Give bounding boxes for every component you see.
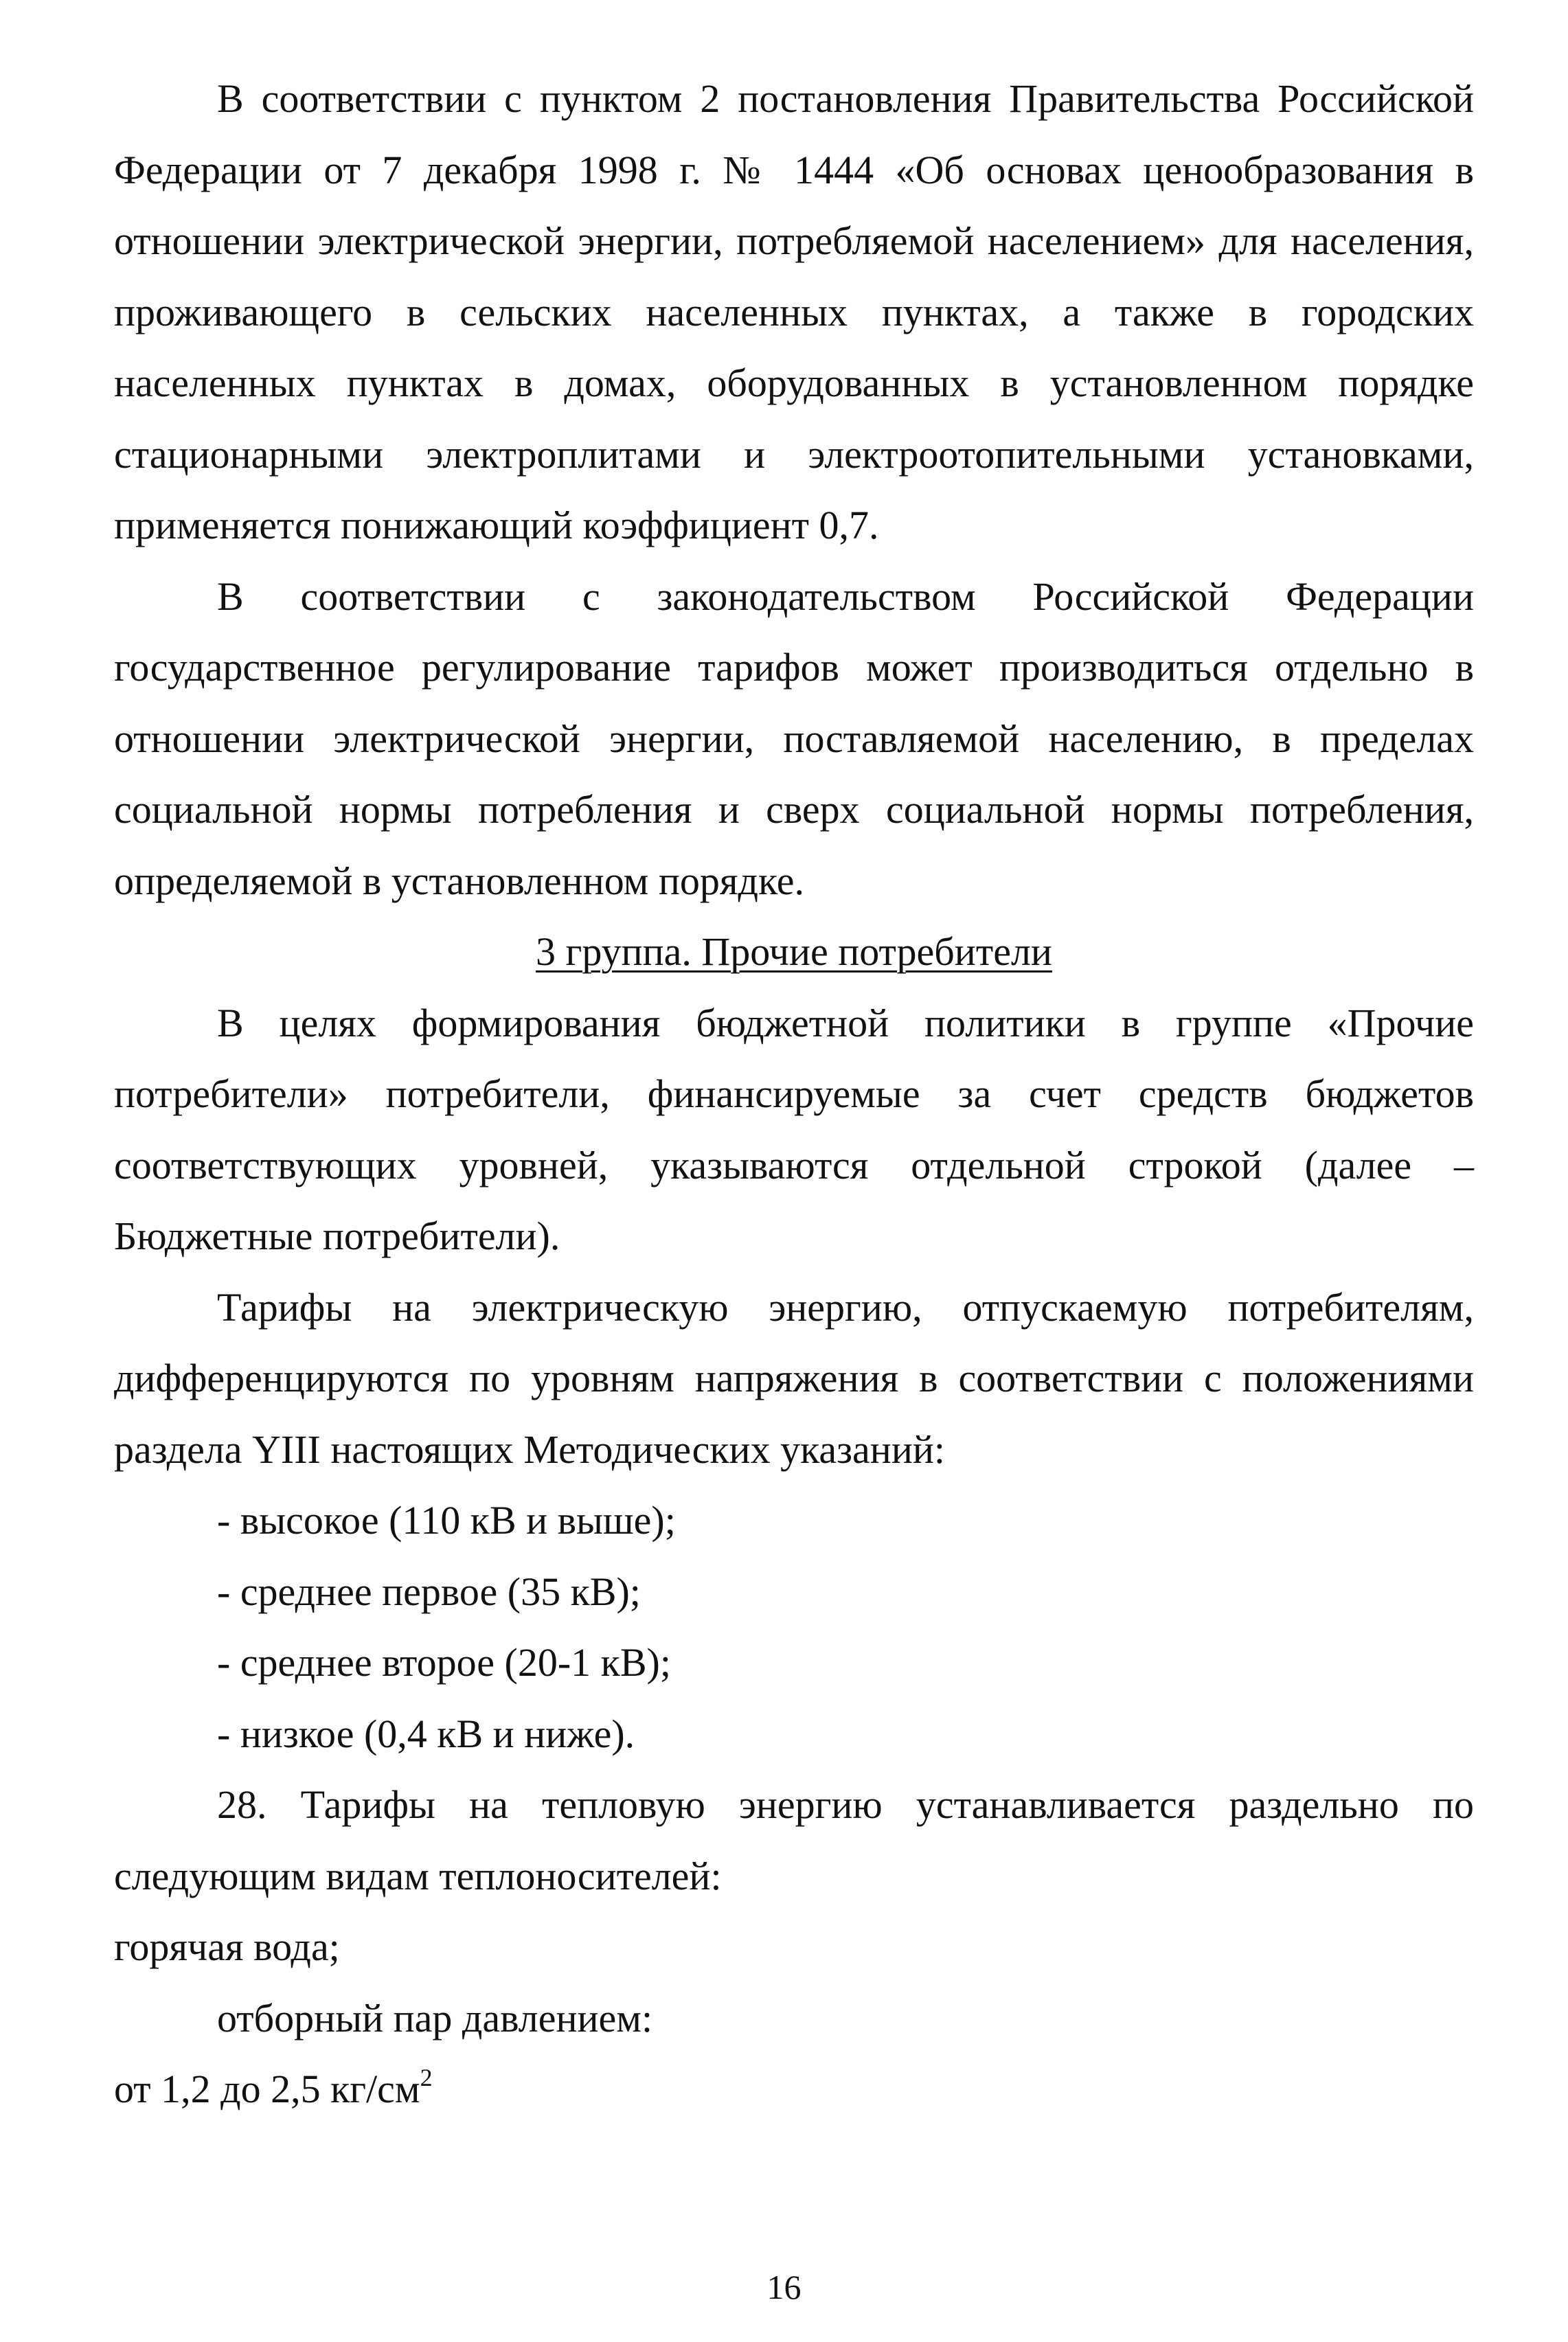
line-steam-range [114,2054,1474,2125]
steam-range-superscript: 2 [420,2063,433,2091]
paragraph-social-norm: В соответствии с законодательством Российской Федерации государственное регулирование тарифов может производиться отдельно в отношении электрической энергии, поставляемой населению, в пределах социальной нормы потребления и сверх социальной нормы потребления, определяемой в установленном порядке. [114,573,1474,903]
section-heading: 3 группа. Прочие потребители [536,929,1052,974]
document-body [114,63,1474,2125]
steam-range-text: от 1,2 до 2,5 кг/см [114,2067,420,2111]
page-number: 16 [766,2268,802,2306]
paragraph-budget-consumers: В целях формирования бюджетной политики в группе «Прочие потребители» потребители, финансируемые за счет средств бюджетов соответствующих уровней, указываются отдельной строкой (далее – Бюджетные потребители). [114,1000,1474,1258]
paragraph-item-28: 28. Тарифы на тепловую энергию устанавливается раздельно по следующим видам теплоносителей: [114,1782,1474,1898]
line-steam-label: отборный пар давлением: [217,1995,653,2040]
paragraph-voltage-tariffs: Тарифы на электрическую энергию, отпускаемую потребителям, дифференцируются по уровням напряжения в соответствии с положениями раздела YIII настоящих Методических указаний: [114,1284,1474,1472]
list-item-voltage-medium-first: - среднее первое (35 кВ); [217,1569,641,1614]
list-item-voltage-low: - низкое (0,4 кВ и ниже). [217,1711,635,1756]
list-item-voltage-high: - высокое (110 кВ и выше); [217,1498,676,1543]
list-item-voltage-medium-second: - среднее второе (20-1 кВ); [217,1640,671,1685]
line-hot-water: горячая вода; [114,1924,340,1969]
paragraph-reduction-coefficient: В соответствии с пунктом 2 постановления Правительства Российской Федерации от 7 декабря 1998 г. № 1444 «Об основах ценообразования в отношении электрической энергии, потребляемой населением» для населения, проживающего в сельских населенных пунктах, а также в городских населенных пунктах в домах, оборудованных в установленном порядке стационарными электроплитами и электроотопительными установками, применяется понижающий коэффициент 0,7. [114,76,1474,547]
